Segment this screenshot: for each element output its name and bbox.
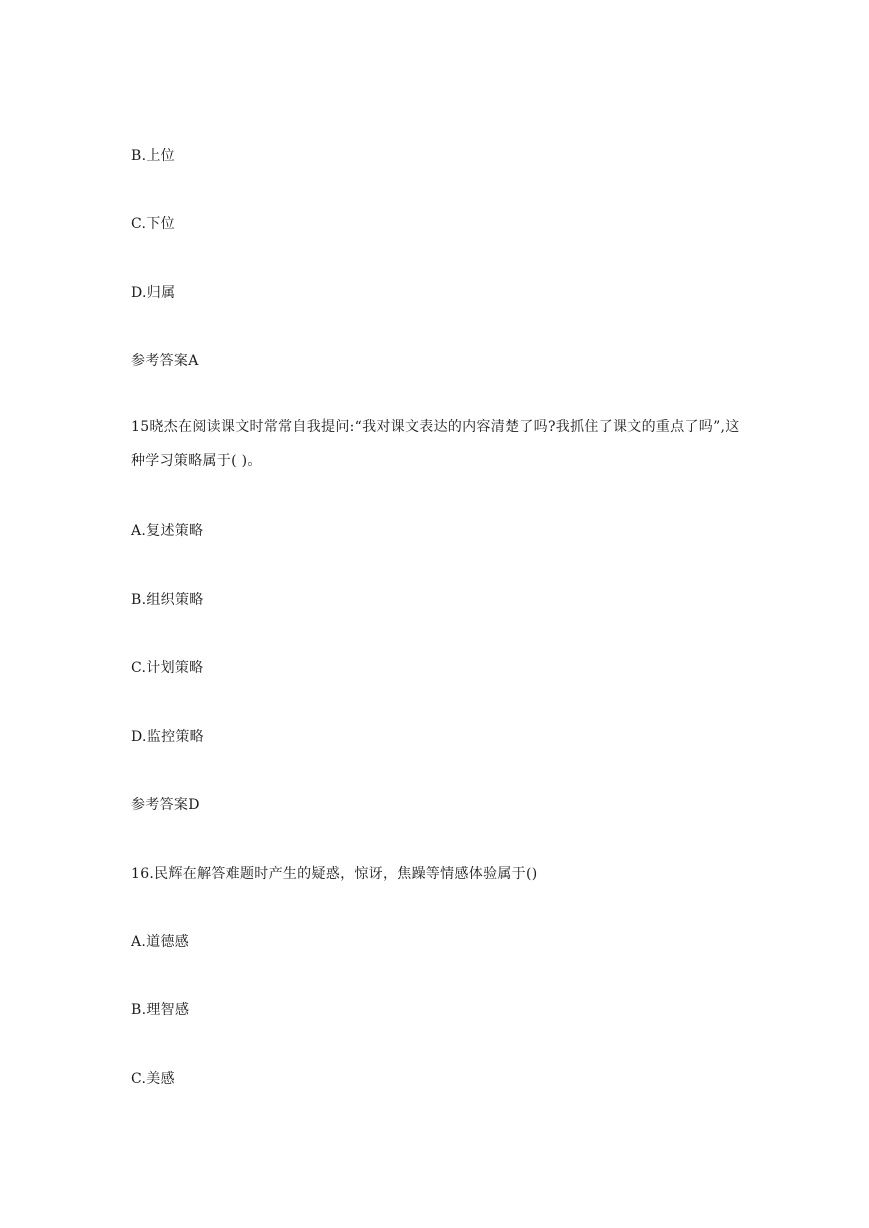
q15-option-c: C.计划策略 bbox=[131, 660, 204, 676]
q16-option-a: A.道德感 bbox=[131, 934, 190, 950]
q15-option-b: B.组织策略 bbox=[131, 592, 204, 608]
q15-question-stem: 15晓杰在阅读课文时常常自我提问:“我对课文表达的内容清楚了吗?我抓住了课文的重点了吗”,这种学习策略属于( )。 bbox=[131, 419, 740, 469]
q14-option-c: C.下位 bbox=[131, 216, 175, 232]
q15-option-a: A.复述策略 bbox=[131, 523, 204, 539]
q16-option-b: B.理智感 bbox=[131, 1002, 190, 1018]
q15-answer: 参考答案D bbox=[131, 797, 200, 813]
q14-option-b: B.上位 bbox=[131, 148, 175, 164]
q16-option-c: C.美感 bbox=[131, 1071, 175, 1087]
q16-question-stem: 16.民辉在解答难题时产生的疑惑，惊讶，焦躁等情感体验属于() bbox=[131, 866, 538, 882]
q14-option-d: D.归属 bbox=[131, 285, 176, 301]
q15-option-d: D.监控策略 bbox=[131, 729, 204, 745]
q14-answer: 参考答案A bbox=[131, 353, 199, 369]
